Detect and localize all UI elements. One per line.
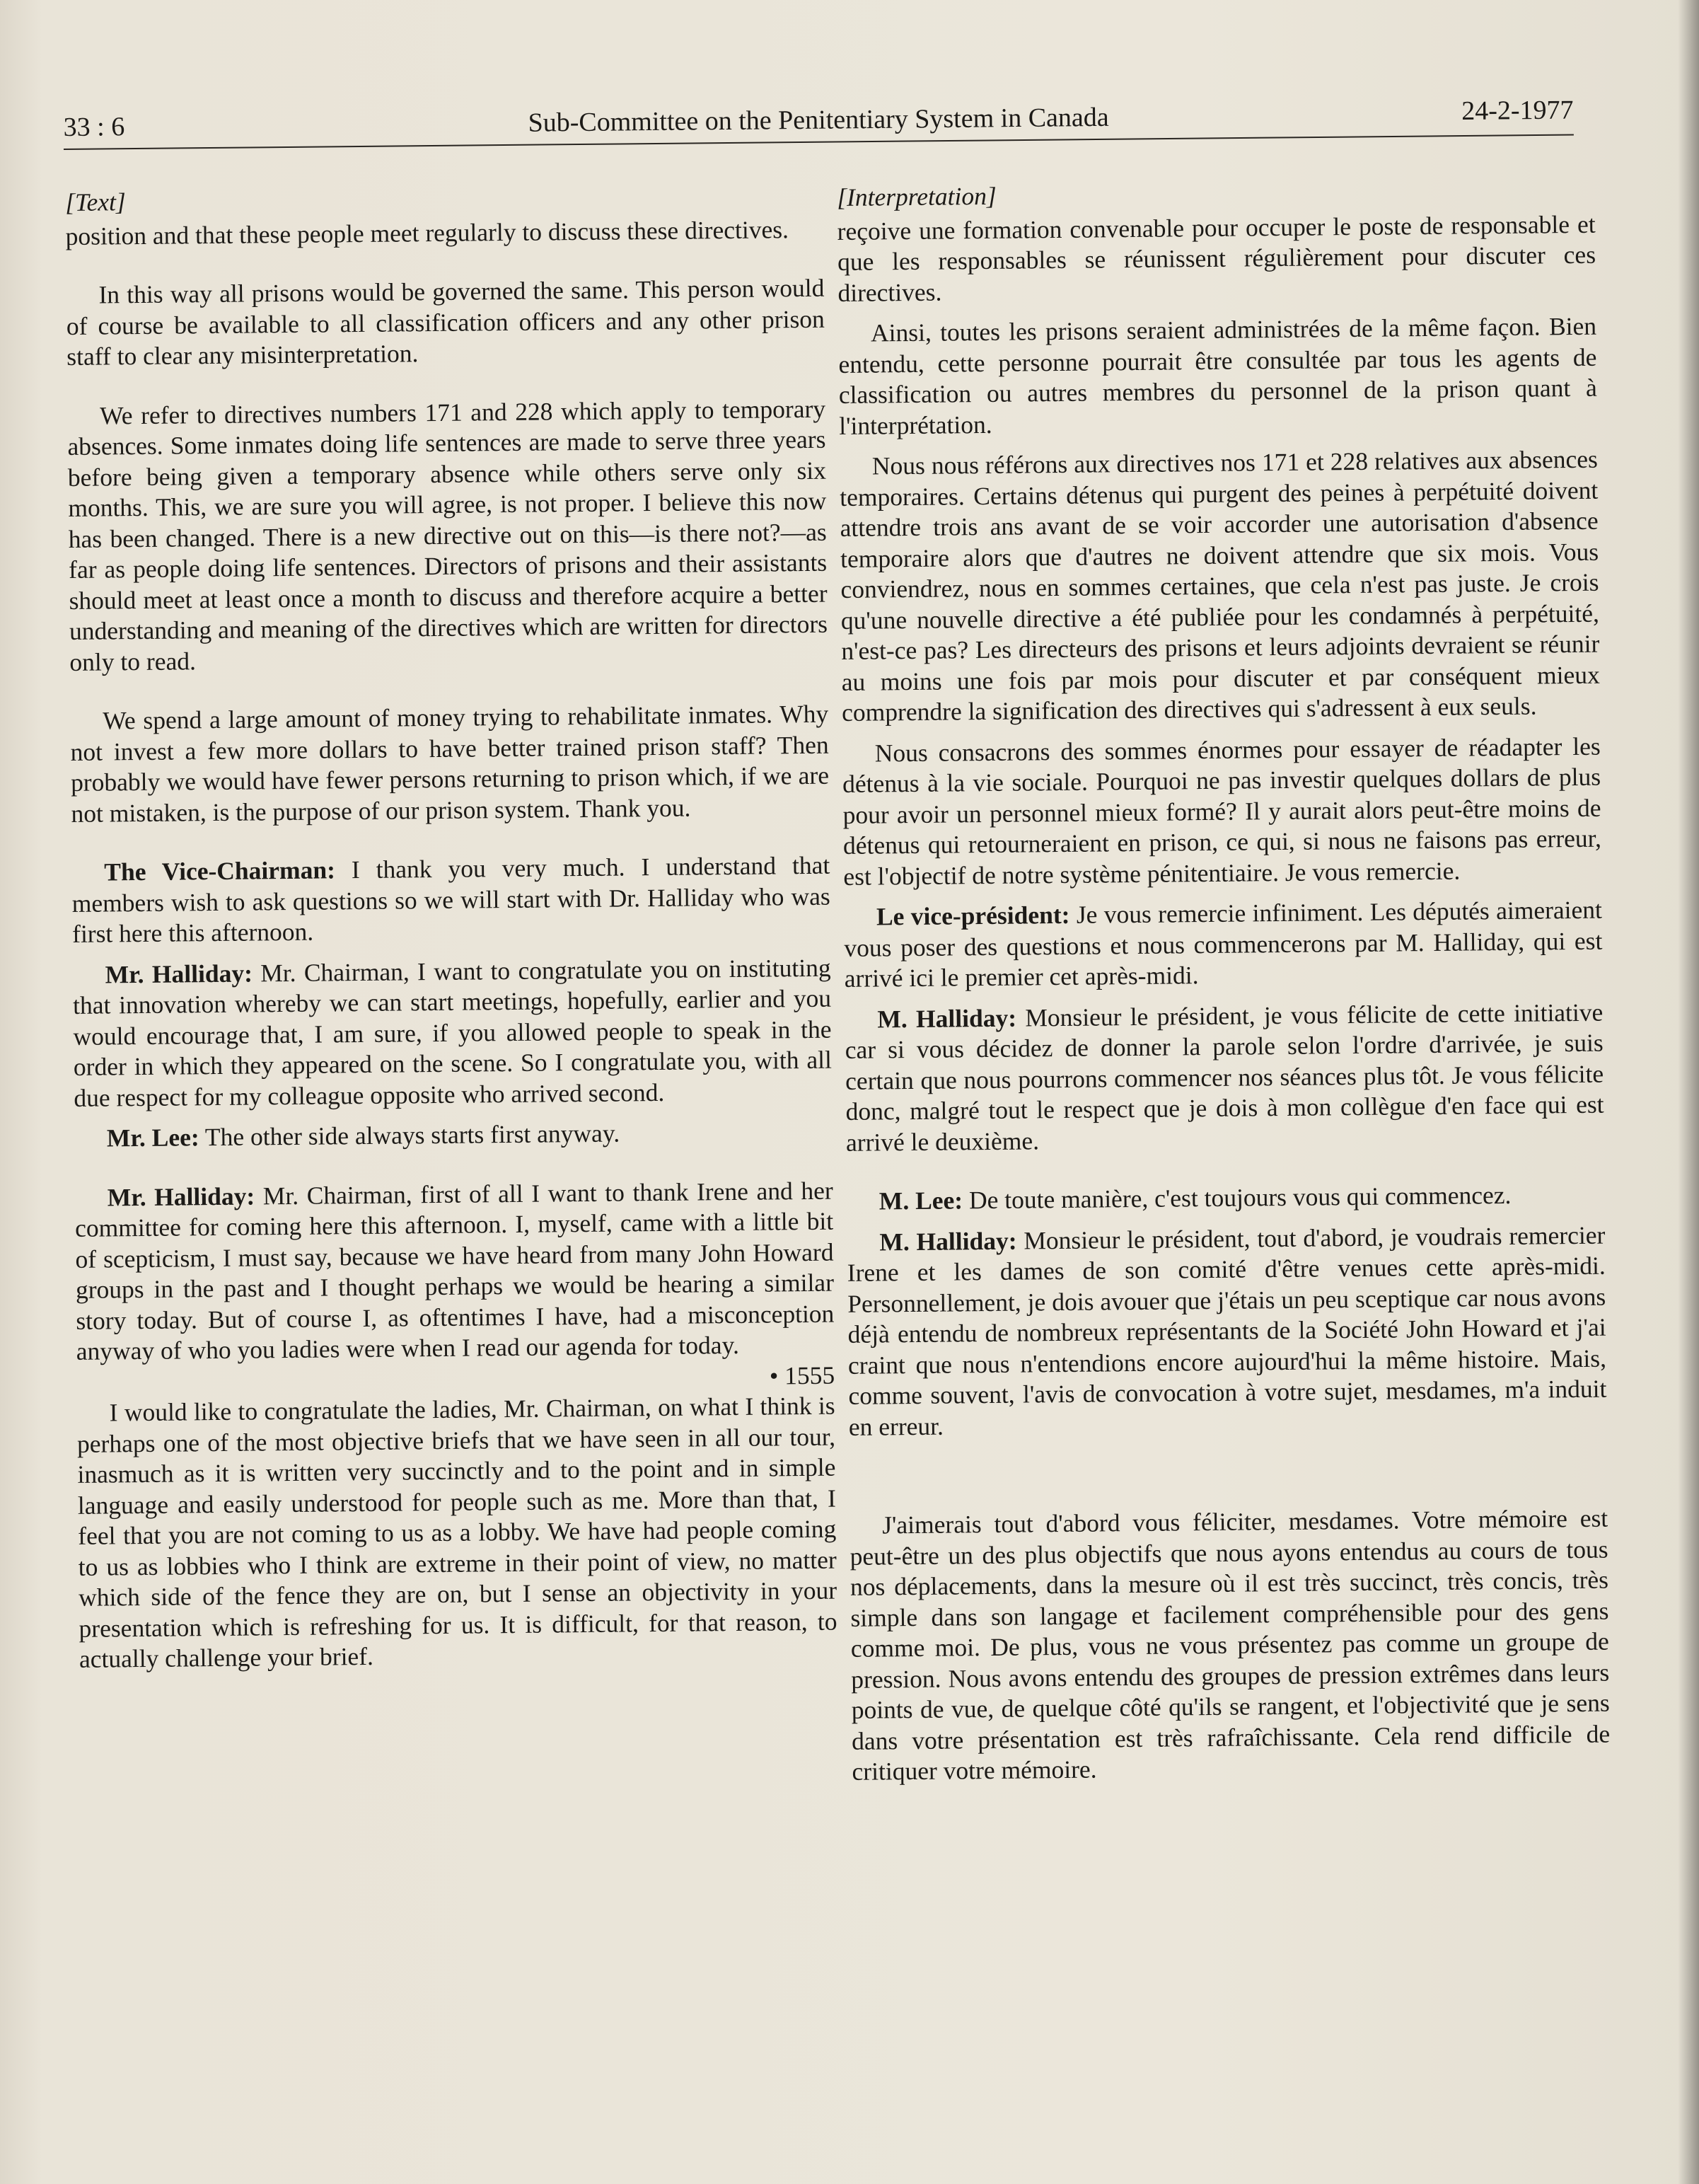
- speech-text: Je vous remercie infiniment. Les députés aimeraient vous poser des questions et nous commencerons par M. Halliday, qui est arrivé ici le premier cet après-midi.: [844, 895, 1603, 993]
- speaker-name: M. Halliday:: [879, 1226, 1017, 1256]
- speaker-name: M. Halliday:: [877, 1003, 1017, 1034]
- paragraph: Ainsi, toutes les prisons seraient administrées de la même façon. Bien entendu, cette personne pourrait être consultée par tous les agents de classification ou autres membres du personnel de la prison quant à l'interprétation.: [838, 311, 1598, 440]
- paragraph: Nous nous référons aux directives nos 171 et 228 relatives aux absences temporaires. Certains détenus qui purgent des peines à perpétuité doivent attendre trois ans avant de se voir accorder une autorisation d'absence temporaire alors que d'autres ne doivent attendre que six mois. Vous conviendrez, nous en sommes certaines, que cela n'est pas juste. Je crois qu'une nouvelle directive a été publiée pour les condamnés à perpétuité, n'est-ce pas? Les directeurs des prisons et leurs adjoints devraient se réunir au moins une fois par mois pour discuter et par conséquent mieux comprendre la signification des directives qui s'adressent à eux seuls.: [840, 444, 1600, 727]
- page-header: [63, 92, 1573, 150]
- paragraph: J'aimerais tout d'abord vous féliciter, mesdames. Votre mémoire est peut-être un des plus objectifs que nous ayons entendus au cours de tous nos déplacements, dans la mesure où il est très succinct, très concis, très simple dans son langage et facilement compréhensible pour des gens comme moi. De plus, vous ne vous présentez pas comme un groupe de pression. Nous avons entendu des groupes de pression extrêmes dans leurs points de vue, de quelque côté qu'ils se rangent, et l'objectivité que je sens dans votre présentation est très rafraîchissante. Cela rend difficile de critiquer votre mémoire.: [850, 1503, 1611, 1786]
- page-number: 33 : 6: [63, 112, 125, 143]
- speech-paragraph: [847, 1220, 1607, 1443]
- speech-paragraph: [75, 1175, 835, 1367]
- speech-text: Mr. Chairman, first of all I want to thank Irene and her committee for coming here this afternoon. I, myself, came with a little bit of scepticism, I must say, because we have heard from many John Howard groups in the past and I thought perhaps we would be hearing a similar story today. But of course I, as oftentimes I have, had a misconception anyway of who you ladies were when I read our agenda for today.: [74, 1176, 835, 1365]
- speech-text: Mr. Chairman, I want to congratulate you on instituting that innovation whereby we can start meetings, hopefully, earlier and you would encourage that, I am sure, if you allowed people to speak in the order in which they appeared on the scene. So I congratulate you, with all due respect for my colleague opposite who arrived second.: [72, 953, 833, 1112]
- speaker-name: Mr. Halliday:: [105, 959, 253, 989]
- paragraph: I would like to congratulate the ladies, Mr. Chairman, on what I think is perhaps one of the most objective briefs that we have seen in all our tour, inasmuch as it is written very succinctly and to the point and in simple language and easily understood for people such as me. More than that, I feel that you are not coming to us as a lobby. We have had people coming to us as lobbies who I think are extreme in their point of view, no matter which side of the fence they are on, but I sense an objectivity in your presentation which is refreshing for us. It is difficult, for that reason, to actually challenge your brief.: [76, 1391, 837, 1673]
- speaker-name: The Vice-Chairman:: [104, 855, 336, 886]
- speaker-name: Mr. Halliday:: [107, 1181, 255, 1211]
- language-tag: [Interpretation]: [837, 181, 997, 212]
- speech-text: Monsieur le président, je vous félicite de cette initiative car si vous décidez de donner la parole selon l'ordre d'arrivée, je suis certain que nous pourrons commencer nos séances plus tôt. Je vous félicite donc, malgré tout le respect que je dois à mon collègue d'en face qui est arrivé le deuxième.: [845, 998, 1604, 1157]
- speech-paragraph: [845, 997, 1604, 1158]
- speech-paragraph: [844, 895, 1603, 995]
- english-column: [65, 180, 837, 1675]
- speech-paragraph: [74, 1116, 833, 1155]
- speech-paragraph: [847, 1179, 1605, 1218]
- publication-title: Sub-Committee on the Penitentiary System in Canada: [528, 102, 1109, 138]
- speech-paragraph: [72, 952, 832, 1114]
- speech-text: Monsieur le président, tout d'abord, je voudrais remercier Irene et les dames de son comité d'être venues cette après-midi. Personnellement, je dois avouer que j'étais un peu sceptique car nous avons déjà entendu de nombreux représentants de la Société John Howard et j'ai craint que nous n'entendions encore aujourd'hui la même histoire. Mais, comme souvent, l'avis de convocation à votre sujet, mesdames, m'a induit en erreur.: [847, 1220, 1607, 1441]
- page-date: 24-2-1977: [1461, 95, 1574, 127]
- speaker-name: Le vice-président:: [876, 900, 1070, 931]
- paragraph: We spend a large amount of money trying to rehabilitate inmates. Why not invest a few more dollars to have better trained prison staff? Then probably we would have fewer persons returning to prison which, if we are not mistaken, is the purpose of our prison system. Thank you.: [70, 699, 830, 828]
- paragraph: We refer to directives numbers 171 and 228 which apply to temporary absences. Some inmates doing life sentences are made to serve three years before being given a temporary absence while others serve only six months. This, we are sure you will agree, is not proper. I believe this now has been changed. There is a new directive out on this—is there not?—as far as people doing life sentences. Directors of prisons and their assistants should meet at least once a month to discuss and therefore acquire a better understanding and meaning of the directives which are written for directors only to read.: [67, 394, 828, 676]
- speech-text: I thank you very much. I understand that members wish to ask questions so we will start with Dr. Halliday who was first here this afternoon.: [71, 850, 830, 948]
- speech-text: The other side always starts first anyway.: [199, 1119, 620, 1152]
- paragraph: Nous consacrons des sommes énormes pour essayer de réadapter les détenus à la vie sociale. Pourquoi ne pas investir quelques dollars de plus pour avoir un personnel mieux formé? Il y aurait alors peut-être moins de détenus qui retourneraient en prison, ce qui, si nous ne faisons pas erreur, est l'objectif de notre système pénitentiaire. Je vous remercie.: [842, 732, 1602, 891]
- french-column: [837, 175, 1611, 1788]
- language-tag: [Text]: [65, 187, 126, 216]
- paragraph: In this way all prisons would be governed the same. This person would of course be available to all classification officers and any other prison staff to clear any misinterpretation.: [66, 273, 825, 371]
- speech-paragraph: [71, 850, 830, 950]
- speaker-name: Mr. Lee:: [106, 1123, 199, 1152]
- speaker-name: M. Lee:: [879, 1186, 963, 1215]
- paragraph: position and that these people meet regularly to discuss these directives.: [65, 214, 789, 250]
- time-marker: • 1555: [769, 1360, 835, 1390]
- paragraph: reçoive une formation convenable pour occuper le poste de responsable et que les responsables se réunissent régulièrement pour discuter ces directives.: [837, 209, 1596, 307]
- speech-text: De toute manière, c'est toujours vous qui commencez.: [962, 1180, 1512, 1215]
